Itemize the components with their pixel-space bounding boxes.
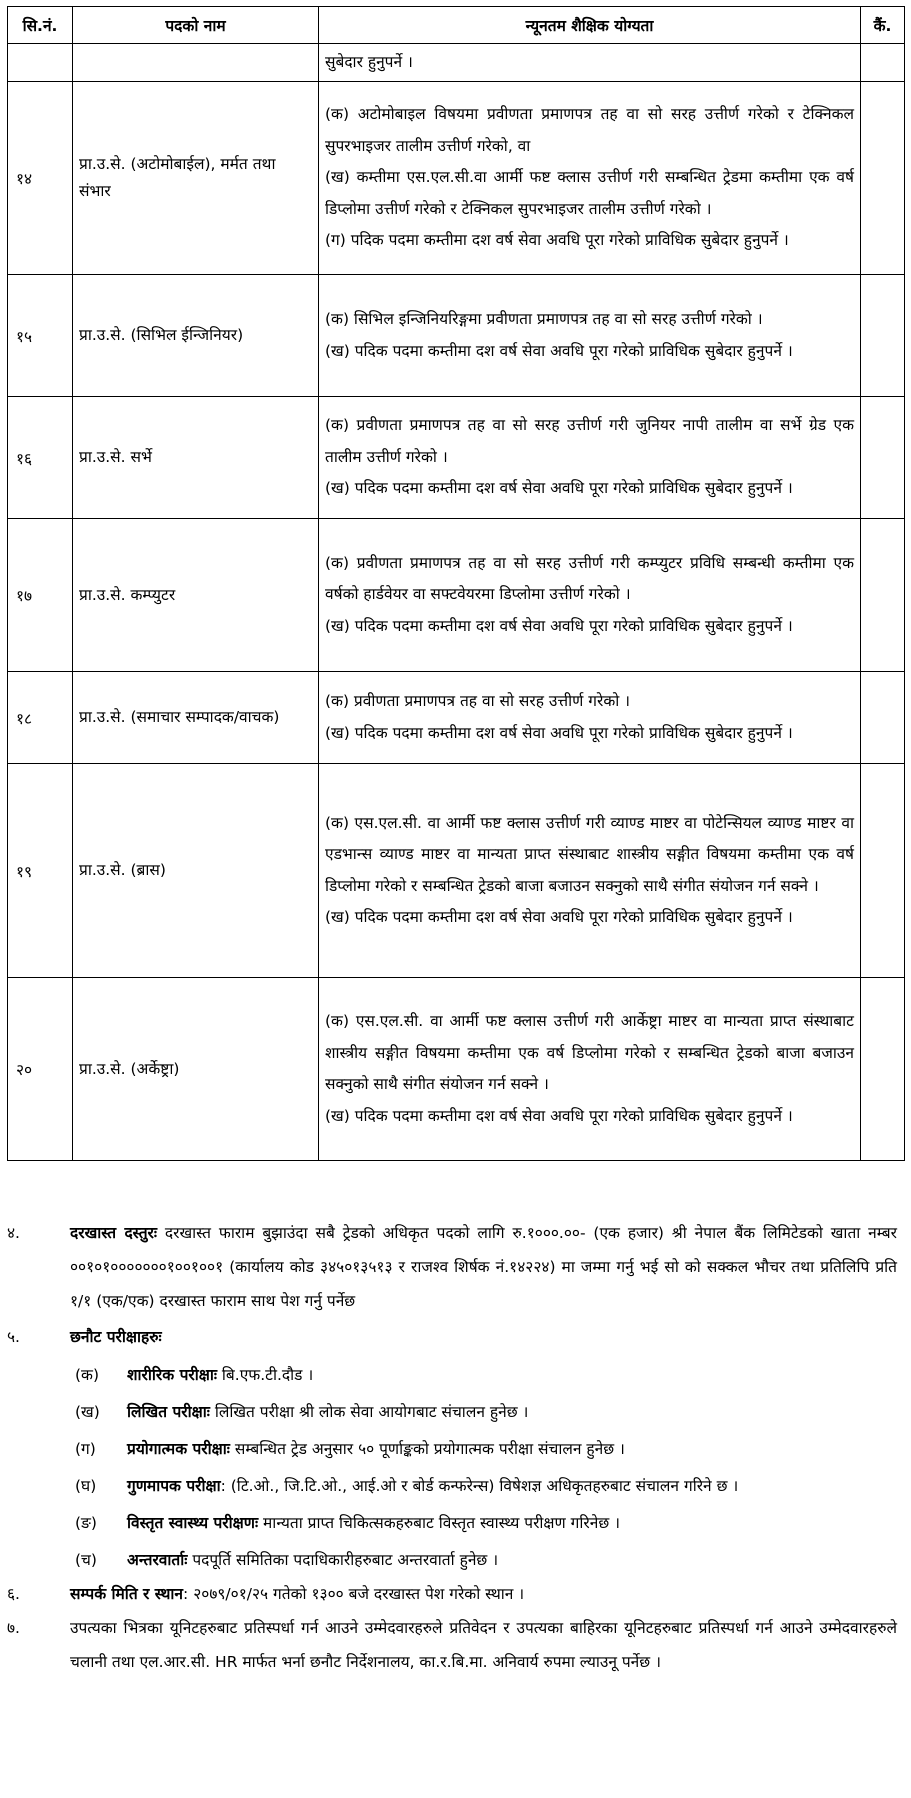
qualification-clause: (क) प्रवीणता प्रमाणपत्र तह वा सो सरह उत्तीर्ण गरी कम्प्युटर प्रविधि सम्बन्धी कम्तीमा एक वर्षको हार्डवेयर वा सफ्टवेयरमा डिप्लोमा उत्तीर्ण गरेको । [325,553,854,604]
header-post-name: पदको नाम [73,7,319,44]
section-unit-reporting [7,1611,897,1679]
exam-item-interview [7,1543,897,1577]
section-number: ६. [7,1585,20,1603]
exam-item-title: शारीरिक परीक्षाः [127,1366,217,1384]
exam-item-text: : (टि.ओ., जि.टि.ओ., आई.ओ र बोर्ड कन्फरेन्स) विषेशज्ञ अधिकृतहरुबाट संचालन गरिने छ । [220,1477,739,1495]
table-row [8,978,905,1161]
row-post-name: प्रा.उ.से. (सिभिल ईन्जिनियर) [73,275,319,397]
qualification-clause: (ख) पदिक पदमा कम्तीमा दश वर्ष सेवा अवधि पूरा गरेको प्राविधिक सुबेदार हुनुपर्ने । [325,616,793,635]
row-post-name: प्रा.उ.से. (समाचार सम्पादक/वाचक) [73,672,319,764]
exam-item-medical [7,1506,897,1540]
notice-sections [7,1214,897,1679]
section-text: दरखास्त फाराम बुझाउंदा सबै ट्रेडको अधिकृत पदको लागि रु.१०००.००- (एक हजार) श्री नेपाल बैंक लिमिटेडको खाता नम्बर ००१०१०००००००१००१००१ (कार्यालय कोड ३४५०१३५१३ र राजश्व शिर्षक नं.१४२२४) मा जम्मा गर्नु भई सो को सक्कल भौचर तथा प्रतिलिपि प्रति १/१ (एक/एक) दरखास्त फाराम साथ पेश गर्नु पर्नेछ [70,1224,897,1310]
table-header-row [8,7,905,44]
row-remark [861,275,905,397]
row-qualification [319,82,861,275]
exam-item-title: अन्तरवार्ताः [127,1551,188,1569]
qualification-clause: (क) एस.एल.सी. वा आर्मी फष्ट क्लास उत्तीर्ण गरी आर्केष्ट्रा माष्टर वा मान्यता प्राप्त संस्थाबाट शास्त्रीय सङ्गीत विषयमा कम्तीमा एक वर्ष डिप्लोमा गरेको र सम्बन्धित ट्रेडको बाजा बजाउन सक्नुको साथै संगीत संयोजन गर्न सक्ने । [325,1012,854,1093]
section-title: छनौट परीक्षाहरुः [70,1328,162,1346]
row-qualification [319,397,861,519]
section-number: ५. [7,1328,20,1346]
header-remarks: कैं. [861,7,905,44]
row-post-name [73,44,319,82]
exam-item-number: (घ) [75,1477,97,1495]
exam-item-text: पदपूर्ति समितिका पदाधिकारीहरुबाट अन्तरवार्ता हुनेछ । [192,1551,499,1569]
exam-item-title: लिखित परीक्षाः [127,1403,210,1421]
row-remark [861,672,905,764]
row-qualification [319,764,861,978]
qualification-clause: (ख) पदिक पदमा कम्तीमा दश वर्ष सेवा अवधि पूरा गरेको प्राविधिक सुबेदार हुनुपर्ने । [325,723,793,742]
exam-item-aptitude [7,1469,897,1503]
row-serial: १८ [8,672,73,764]
row-remark [861,978,905,1161]
row-serial [8,44,73,82]
table-row [8,44,905,82]
table-row [8,672,905,764]
qualification-table [7,6,905,1161]
row-remark [861,764,905,978]
exam-item-number: (क) [75,1366,99,1384]
row-remark [861,44,905,82]
qualification-clause: (क) प्रवीणता प्रमाणपत्र तह वा सो सरह उत्तीर्ण गरी जुनियर नापी तालीम वा सर्भे ग्रेड एक तालीम उत्तीर्ण गरेको । [325,416,854,466]
qualification-clause: (ख) पदिक पदमा कम्तीमा दश वर्ष सेवा अवधि पूरा गरेको प्राविधिक सुबेदार हुनुपर्ने । [325,341,793,360]
exam-item-text: सम्बन्धित ट्रेड अनुसार ५० पूर्णाङ्कको प्रयोगात्मक परीक्षा संचालन हुनेछ । [234,1440,625,1458]
section-text: उपत्यका भित्रका यूनिटहरुबाट प्रतिस्पर्धा गर्न आउने उम्मेदवारहरुले प्रतिवेदन र उपत्यका बाहिरका यूनिटहरुबाट प्रतिस्पर्धा गर्न आउने उम्मेदवारहरुले चलानी तथा एल.आर.सी. HR मार्फत भर्ना छनौट निर्देशनालय, का.र.बि.मा. अनिवार्य रुपमा ल्याउनू पर्नेछ । [70,1619,897,1671]
row-remark [861,397,905,519]
section-selection-exams [7,1320,897,1354]
row-post-name: प्रा.उ.से. (अर्केष्ट्रा) [73,978,319,1161]
row-serial: १७ [8,519,73,672]
exam-item-number: (च) [75,1551,97,1569]
exam-item-number: (ङ) [75,1514,97,1532]
qualification-clause: (ग) पदिक पदमा कम्तीमा दश वर्ष सेवा अवधि पूरा गरेको प्राविधिक सुबेदार हुनुपर्ने । [325,231,789,250]
table-row [8,519,905,672]
exam-item-number: (ग) [75,1440,96,1458]
section-contact-date-place [7,1577,897,1611]
section-number: ४. [7,1224,20,1242]
header-min-qualification: न्यूनतम शैक्षिक योग्यता [319,7,861,44]
row-qualification [319,978,861,1161]
row-post-name: प्रा.उ.से. कम्प्युटर [73,519,319,672]
exam-item-written [7,1395,897,1429]
row-post-name: प्रा.उ.से. (ब्रास) [73,764,319,978]
table-row [8,764,905,978]
qualification-clause: (ख) पदिक पदमा कम्तीमा दश वर्ष सेवा अवधि पूरा गरेको प्राविधिक सुबेदार हुनुपर्ने । [325,1106,793,1125]
exam-item-physical [7,1358,897,1392]
exam-item-text: लिखित परीक्षा श्री लोक सेवा आयोगबाट संचालन हुनेछ । [214,1403,529,1421]
qualification-clause: (ख) पदिक पदमा कम्तीमा दश वर्ष सेवा अवधि पूरा गरेको प्राविधिक सुबेदार हुनुपर्ने । [325,479,793,498]
qualification-clause: (क) सिभिल इन्जिनियरिङ्गमा प्रवीणता प्रमाणपत्र तह वा सो सरह उत्तीर्ण गरेको । [325,310,763,328]
exam-item-text: मान्यता प्राप्त चिकित्सकहरुबाट विस्तृत स्वास्थ्य परीक्षण गरिनेछ । [263,1514,621,1532]
row-post-name: प्रा.उ.से. (अटोमोबाईल), मर्मत तथा संभार [73,82,319,275]
qualification-clause: (ख) कम्तीमा एस.एल.सी.वा आर्मी फष्ट क्लास उत्तीर्ण गरी सम्बन्धित ट्रेडमा कम्तीमा एक वर्ष डिप्लोमा उत्तीर्ण गरेको र टेक्निकल सुपरभाइजर तालीम उत्तीर्ण गरेको । [325,168,854,218]
qualification-clause: (क) एस.एल.सी. वा आर्मी फष्ट क्लास उत्तीर्ण गरी व्याण्ड माष्टर वा पोटेन्सियल व्याण्ड माष्टर वा एडभान्स व्याण्ड माष्टर वा मान्यता प्राप्त संस्थाबाट शास्त्रीय सङ्गीत विषयमा कम्तीमा एक वर्ष डिप्लोमा गरेको र सम्बन्धित ट्रेडको बाजा बजाउन सक्नुको साथै संगीत संयोजन गर्न सक्ने । [325,813,854,895]
exam-item-title: प्रयोगात्मक परीक्षाः [127,1440,230,1458]
row-remark [861,519,905,672]
row-qualification [319,275,861,397]
exam-item-number: (ख) [75,1403,100,1421]
exam-item-practical [7,1432,897,1466]
section-text: : २०७९/०१/२५ गतेको १३०० बजे दरखास्त पेश गरेको स्थान । [183,1585,525,1603]
qualification-clause: (ख) पदिक पदमा कम्तीमा दश वर्ष सेवा अवधि पूरा गरेको प्राविधिक सुबेदार हुनुपर्ने । [325,908,793,926]
header-serial: सि.नं. [8,7,73,44]
row-qualification [319,44,861,82]
exam-item-text: बि.एफ.टी.दौड । [221,1366,314,1384]
qualification-clause: सुबेदार हुनुपर्ने । [325,52,413,71]
exam-item-title: गुणमापक परीक्षा [127,1477,221,1495]
row-remark [861,82,905,275]
section-application-fee [7,1216,897,1318]
row-serial: १६ [8,397,73,519]
qualification-clause: (क) अटोमोबाइल विषयमा प्रवीणता प्रमाणपत्र तह वा सो सरह उत्तीर्ण गरेको र टेक्निकल सुपरभाइजर तालीम उत्तीर्ण गरेको, वा [325,105,854,155]
section-title: दरखास्त दस्तुरः [70,1224,158,1242]
qualification-clause: (क) प्रवीणता प्रमाणपत्र तह वा सो सरह उत्तीर्ण गरेको । [325,692,631,710]
row-serial: २० [8,978,73,1161]
exam-item-title: विस्तृत स्वास्थ्य परीक्षणः [127,1514,259,1532]
row-serial: १५ [8,275,73,397]
table-row [8,82,905,275]
row-serial: १९ [8,764,73,978]
row-qualification [319,519,861,672]
section-number: ७. [7,1619,20,1637]
row-post-name: प्रा.उ.से. सर्भे [73,397,319,519]
table-row [8,397,905,519]
section-title: सम्पर्क मिति र स्थान [70,1585,184,1603]
row-serial: १४ [8,82,73,275]
table-row [8,275,905,397]
row-qualification [319,672,861,764]
